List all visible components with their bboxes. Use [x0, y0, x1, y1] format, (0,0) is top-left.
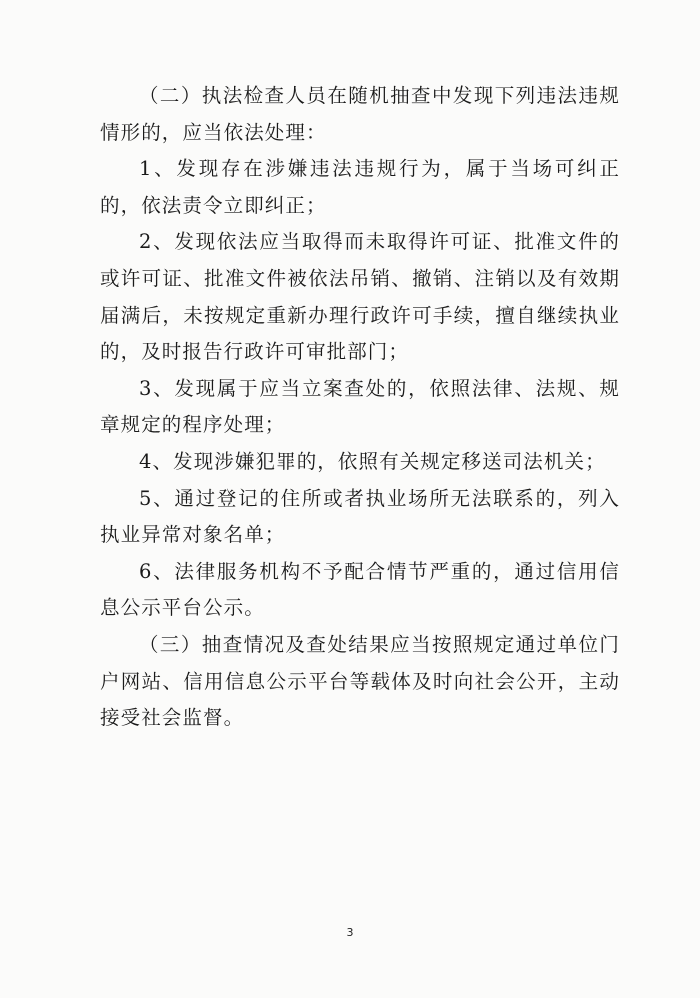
- page-number: 3: [346, 926, 354, 939]
- paragraph-section-3: （三）抽查情况及查处结果应当按照规定通过单位门户网站、信用信息公示平台等载体及时向社会公开，主动接受社会监督。: [100, 632, 620, 730]
- paragraph-section-2-intro: （二）执法检查人员在随机抽查中发现下列违法违规情形的，应当依法处理：: [100, 84, 620, 144]
- paragraph-item-4: 4、发现涉嫌犯罪的，依照有关规定移送司法机关；: [139, 449, 606, 473]
- paragraph-item-1: 1、发现存在涉嫌违法违规行为，属于当场可纠正的，依法责令立即纠正；: [100, 157, 620, 217]
- paragraph-item-6: 6、法律服务机构不予配合情节严重的，通过信用信息公示平台公示。: [100, 559, 620, 620]
- paragraph-item-5: 5、通过登记的住所或者执业场所无法联系的，列入执业异常对象名单；: [100, 486, 620, 547]
- paragraph-item-3: 3、发现属于应当立案查处的，依照法律、法规、规章规定的程序处理；: [100, 376, 620, 437]
- paragraph-item-2: 2、发现依法应当取得而未取得许可证、批准文件的或许可证、批准文件被依法吊销、撤销、注销以及有效期届满后，未按规定重新办理行政许可手续，擅自继续执业的，及时报告行政许可审批部门；: [100, 230, 620, 364]
- document-body: [100, 78, 620, 737]
